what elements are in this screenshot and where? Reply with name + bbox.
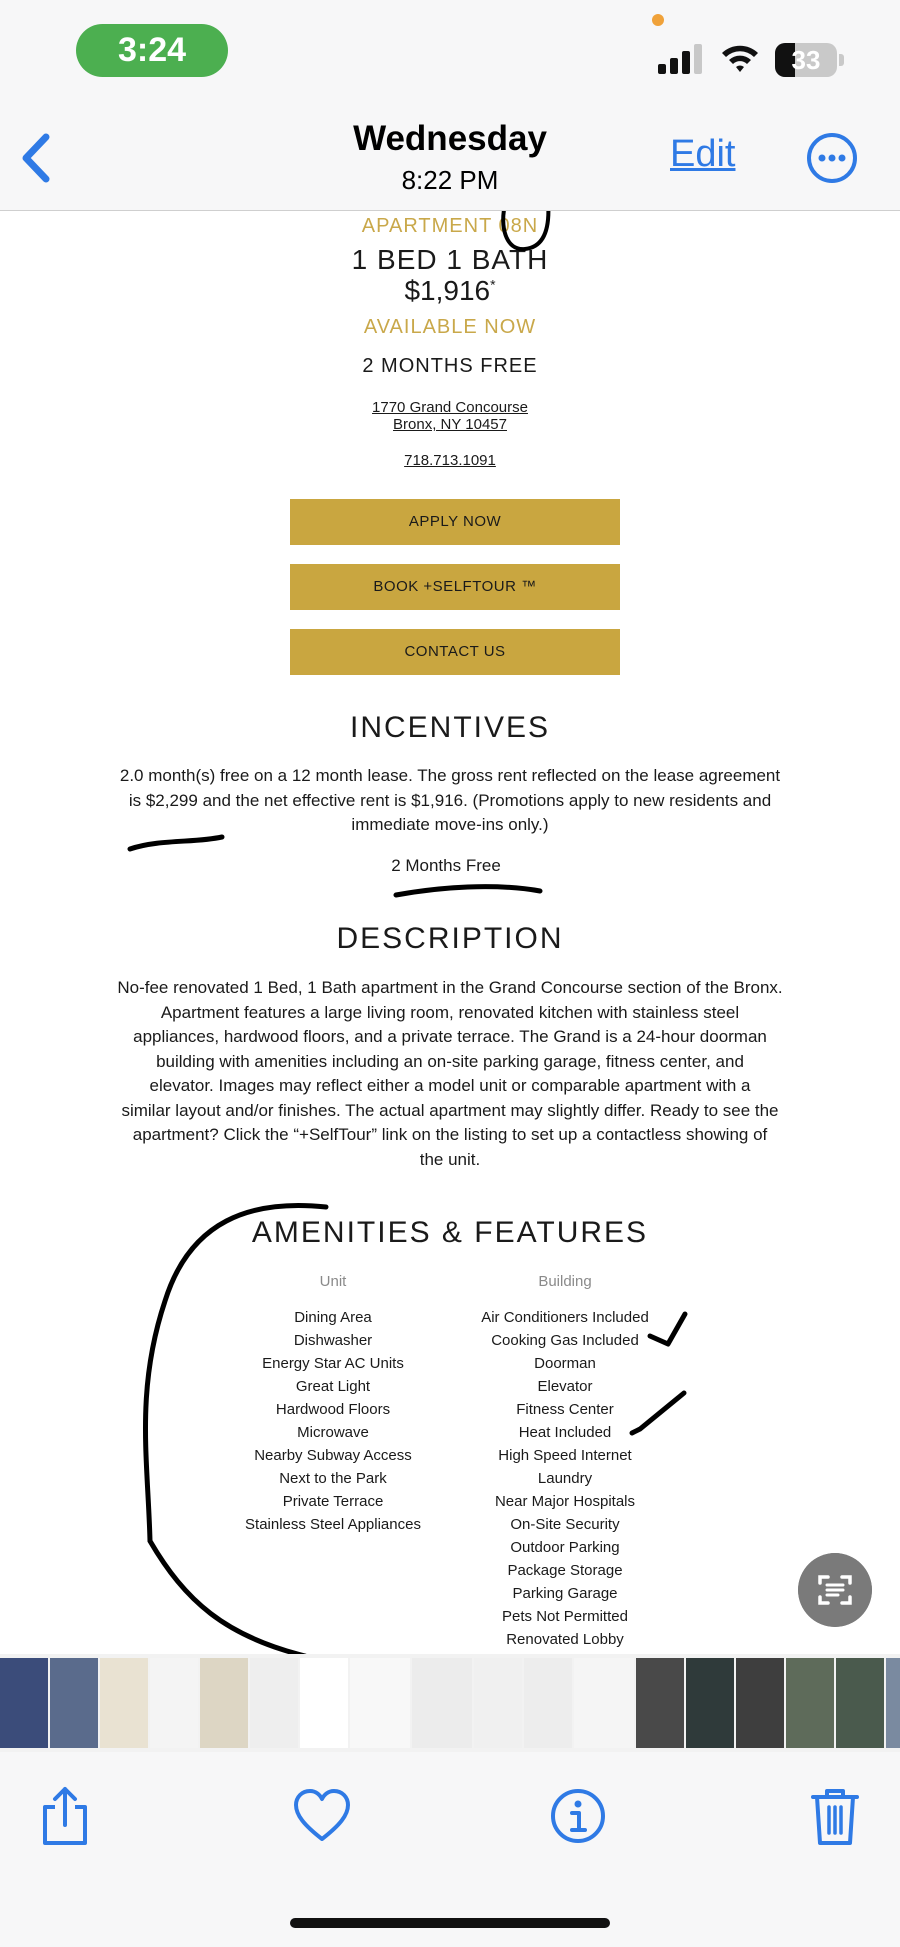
building-amenities-list: [435, 1306, 695, 1651]
book-selftour-button[interactable]: BOOK +SELFTOUR ™: [290, 564, 620, 610]
contact-us-button[interactable]: CONTACT US: [290, 629, 620, 675]
apartment-price: [0, 275, 900, 307]
description-line: building with amenities including an on-site parking garage, fitness center, and: [156, 1051, 744, 1071]
trash-icon[interactable]: [805, 1785, 865, 1847]
photo-nav-bar: [0, 105, 900, 211]
price-asterisk: *: [490, 276, 496, 293]
photo-thumbnail[interactable]: [886, 1658, 900, 1748]
amenity-item: Elevator: [537, 1378, 593, 1395]
address-line1[interactable]: 1770 Grand Concourse: [372, 399, 528, 416]
photo-thumbnail[interactable]: [474, 1658, 524, 1748]
photo-content[interactable]: [0, 211, 900, 1654]
photo-thumbnail[interactable]: [786, 1658, 836, 1748]
photo-thumbnail[interactable]: [636, 1658, 686, 1748]
amenity-item: Pets Not Permitted: [502, 1608, 628, 1625]
photo-thumbnail[interactable]: [300, 1658, 350, 1748]
photo-thumbnail[interactable]: [686, 1658, 736, 1748]
amenity-item: Cooking Gas Included: [491, 1332, 639, 1349]
photo-thumbnail[interactable]: [574, 1658, 636, 1748]
home-indicator: [290, 1918, 610, 1928]
address-line2[interactable]: Bronx, NY 10457: [393, 416, 507, 433]
photo-thumbnail[interactable]: [350, 1658, 412, 1748]
description-line: No-fee renovated 1 Bed, 1 Bath apartment in the Grand Concourse section of the Bronx.: [117, 978, 783, 997]
photo-thumbnail[interactable]: [250, 1658, 300, 1748]
amenity-item: Near Major Hospitals: [494, 1493, 636, 1510]
incentives-line: immediate move-ins only.): [351, 815, 549, 834]
offer-text: 2 MONTHS FREE: [362, 355, 538, 377]
apartment-beds: 1 BED 1 BATH: [351, 244, 549, 275]
bottom-toolbar: [0, 1752, 900, 1947]
apply-now-button[interactable]: APPLY NOW: [290, 499, 620, 545]
photo-thumbnail[interactable]: [100, 1658, 150, 1748]
price-value: $1,916: [404, 275, 491, 306]
amenity-item: Dining Area: [294, 1309, 372, 1326]
photo-thumbnail[interactable]: [200, 1658, 250, 1748]
amenity-item: Dishwasher: [293, 1332, 373, 1349]
info-icon[interactable]: [548, 1785, 608, 1847]
photo-thumbnail[interactable]: [412, 1658, 474, 1748]
amenity-item: Nearby Subway Access: [254, 1447, 412, 1464]
amenity-item: Parking Garage: [512, 1585, 618, 1602]
description-text: [95, 976, 805, 1172]
amenity-item: High Speed Internet: [498, 1447, 632, 1464]
wifi-icon: [720, 42, 760, 74]
photo-thumbnail[interactable]: [0, 1658, 50, 1748]
amenity-item: Heat Included: [518, 1424, 612, 1441]
description-line: the unit.: [419, 1149, 481, 1169]
phone-link[interactable]: 718.713.1091: [404, 452, 496, 469]
signal-icon: [658, 44, 704, 74]
apartment-label: APARTMENT 08N: [361, 215, 539, 237]
nav-title: Wednesday: [353, 119, 547, 158]
amenity-item: Laundry: [537, 1470, 593, 1487]
amenity-item: Doorman: [534, 1355, 596, 1372]
photo-thumbnail[interactable]: [50, 1658, 100, 1748]
live-text-icon[interactable]: [798, 1553, 872, 1627]
amenity-item: Energy Star AC Units: [262, 1355, 404, 1372]
status-bar: [0, 0, 900, 105]
amenity-item: Stainless Steel Appliances: [245, 1516, 421, 1533]
description-heading: DESCRIPTION: [336, 922, 564, 955]
status-time[interactable]: 3:24: [76, 24, 228, 77]
unit-amenities-list: [203, 1306, 463, 1536]
description-line: elevator. Images may reflect either a model unit or comparable apartment with a: [149, 1076, 751, 1095]
incentives-text: [95, 764, 805, 838]
battery-icon: [775, 43, 847, 77]
amenity-item: Microwave: [297, 1424, 369, 1441]
incentives-line: 2.0 month(s) free on a 12 month lease. The gross rent reflected on the lease agreement: [119, 766, 781, 785]
description-line: similar layout and/or finishes. The actual apartment may slightly differ. Ready to see the: [121, 1100, 779, 1120]
thumbnail-strip[interactable]: [0, 1654, 900, 1752]
photo-thumbnail[interactable]: [150, 1658, 200, 1748]
amenities-heading: AMENITIES & FEATURES: [251, 1216, 649, 1249]
photo-thumbnail[interactable]: [836, 1658, 886, 1748]
description-line: Apartment features a large living room, renovated kitchen with stainless steel: [160, 1002, 740, 1022]
description-line: appliances, hardwood floors, and a private terrace. The Grand is a 24-hour doorman: [133, 1027, 767, 1046]
amenity-item: Renovated Lobby: [506, 1631, 624, 1648]
heart-icon[interactable]: [292, 1785, 352, 1847]
back-chevron-icon[interactable]: [14, 131, 58, 185]
description-line: apartment? Click the “+SelfTour” link on the listing to set up a contactless showing of: [132, 1125, 768, 1144]
amenity-item: On-Site Security: [510, 1516, 620, 1533]
share-icon[interactable]: [35, 1785, 95, 1847]
nav-subtitle: 8:22 PM: [401, 165, 499, 195]
incentives-tag: 2 Months Free: [391, 856, 501, 875]
incentives-line: is $2,299 and the net effective rent is $1,916. (Promotions apply to new residents and: [128, 790, 772, 810]
more-icon[interactable]: [806, 132, 858, 184]
amenity-item: Outdoor Parking: [510, 1539, 620, 1556]
privacy-indicator-dot: [652, 14, 664, 26]
amenity-item: Fitness Center: [516, 1401, 614, 1418]
amenity-item: Air Conditioners Included: [481, 1309, 649, 1326]
availability: AVAILABLE NOW: [363, 316, 537, 338]
amenity-item: Hardwood Floors: [275, 1401, 391, 1418]
amenity-item: Great Light: [295, 1378, 371, 1395]
amenity-item: Next to the Park: [279, 1470, 387, 1487]
unit-column-header: Unit: [319, 1273, 347, 1290]
battery-level: 33: [791, 45, 821, 75]
photo-thumbnail[interactable]: [524, 1658, 574, 1748]
amenity-item: Private Terrace: [282, 1493, 384, 1510]
incentives-heading: INCENTIVES: [349, 711, 551, 744]
photo-thumbnail[interactable]: [736, 1658, 786, 1748]
building-column-header: Building: [538, 1273, 592, 1290]
amenity-item: Package Storage: [507, 1562, 623, 1579]
edit-button[interactable]: Edit: [670, 133, 736, 175]
